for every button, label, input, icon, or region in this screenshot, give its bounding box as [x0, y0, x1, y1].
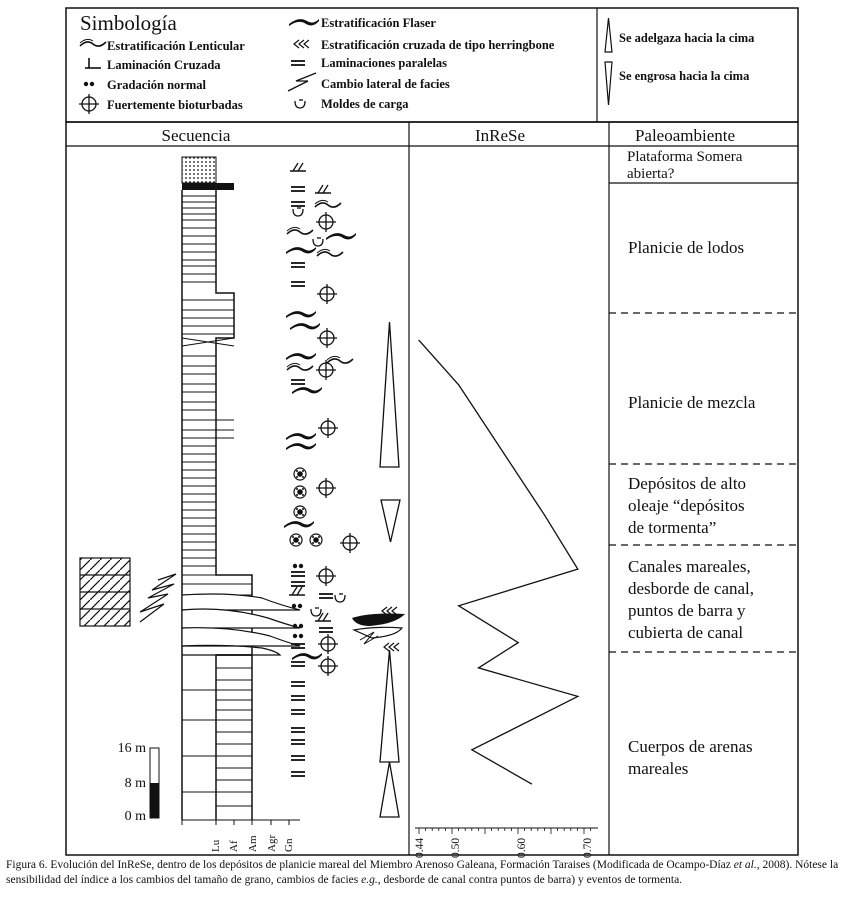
paleo-plataforma: Plataforma Somera abierta? — [627, 149, 743, 182]
flaser-symbol — [286, 311, 316, 318]
bioturbation-symbol — [318, 656, 338, 676]
lenticular-symbol — [287, 363, 313, 370]
parallel-lamination-symbol — [291, 662, 305, 666]
parallel-lamination-symbol — [291, 728, 305, 732]
ooid-symbol — [294, 506, 306, 518]
cross-lamination-symbol — [290, 163, 306, 171]
legend-label-load-cast: Moldes de carga — [321, 97, 409, 111]
thinning-up-triangle — [380, 650, 399, 762]
inrese-point — [531, 783, 532, 784]
normal-grading-symbol — [293, 634, 303, 638]
inrese-point — [577, 569, 578, 570]
flaser-symbol — [286, 247, 316, 254]
lenticular-symbol — [287, 227, 313, 234]
paleo-column — [609, 149, 798, 778]
thickening-up-triangle — [381, 500, 400, 542]
legend-title: Simbología — [80, 11, 177, 35]
inrese-point — [418, 340, 419, 341]
inrese-point — [544, 515, 545, 516]
flaser-symbol — [286, 433, 316, 440]
ooid-symbol — [310, 534, 322, 546]
parallel-lamination-symbol — [291, 572, 305, 576]
thickening-up-icon — [605, 62, 612, 105]
inrese-point — [458, 605, 459, 606]
load-cast-symbol — [293, 208, 303, 216]
parallel-lamination-symbol — [291, 756, 305, 760]
legend-label-thickening-up: Se engrosa hacia la cima — [619, 69, 750, 83]
scale-label-16: 16 m — [117, 741, 146, 756]
bed-lines — [182, 196, 252, 806]
flaser-symbol — [292, 653, 322, 660]
paleo-arenas: Cuerpos de arenas mareales — [628, 737, 753, 778]
cross-lamination-symbol — [315, 613, 331, 621]
load-cast-symbol — [335, 594, 345, 602]
dark-bed — [182, 183, 234, 190]
load-cast-symbol — [313, 238, 323, 246]
paleo-tormenta: Depósitos de alto oleaje “depósitos de tormenta” — [628, 474, 747, 537]
x-tick-label: 0.50 — [450, 837, 462, 858]
parallel-lamination-symbol — [291, 772, 305, 776]
dolomite-bed — [182, 157, 216, 183]
parallel-lamination-symbol — [319, 628, 333, 632]
inrese-point — [471, 749, 472, 750]
parallel-lamination-symbol — [291, 710, 305, 714]
parallel-lamination-symbol — [291, 696, 305, 700]
legend-label-lenticular: Estratificación Lenticular — [107, 39, 245, 53]
normal-grading-symbol — [293, 564, 303, 568]
load-cast-icon — [295, 100, 305, 108]
bioturbation-symbol — [316, 566, 336, 586]
bioturbation-symbol — [318, 418, 338, 438]
flaser-symbol — [292, 387, 322, 394]
bioturbation-symbol — [316, 478, 336, 498]
cross-lamination-symbol — [315, 185, 331, 193]
flaser-symbol — [286, 353, 316, 360]
grain-size-af: Af — [228, 840, 240, 852]
legend-label-parallel-lamination: Laminaciones paralelas — [321, 56, 448, 70]
inrese-series — [418, 340, 578, 785]
parallel-lamination-stack — [291, 682, 305, 776]
legend — [66, 8, 798, 122]
grain-size-profile — [216, 190, 252, 820]
header-secuencia: Secuencia — [161, 126, 231, 145]
inrese-point — [478, 667, 479, 668]
inrese-chart — [414, 340, 598, 858]
grain-size-lu: Lu — [210, 839, 222, 852]
x-tick-label: 0.60 — [516, 837, 528, 858]
inrese-point — [577, 696, 578, 697]
cycle-triangles — [380, 322, 400, 817]
bioturbation-symbol — [316, 212, 336, 232]
scale-label-8: 8 m — [124, 776, 146, 791]
cross-bed — [182, 338, 234, 346]
parallel-lamination-symbol — [291, 582, 305, 586]
x-tick-label: 0.70 — [582, 837, 594, 858]
header-inrese: InReSe — [474, 126, 526, 145]
legend-label-thinning-up: Se adelgaza hacia la cima — [619, 31, 755, 45]
normal-grading-symbol — [292, 604, 302, 608]
ooid-symbol — [290, 534, 302, 546]
lenticular-symbol — [315, 200, 341, 207]
cross-lamination-symbol — [289, 587, 305, 595]
parallel-lamination-symbol — [291, 282, 305, 286]
cross-lamination-icon — [85, 58, 101, 68]
bioturbation-symbol — [317, 284, 337, 304]
ooid-symbol — [294, 486, 306, 498]
parallel-lamination-symbol — [291, 187, 305, 191]
parallel-lamination-icon — [291, 61, 305, 65]
bioturbation-icon — [79, 94, 99, 114]
lenticular-symbol — [327, 356, 353, 363]
scale-bar — [118, 741, 159, 824]
parallel-lamination-symbol — [291, 263, 305, 267]
bioturbation-symbol — [316, 360, 336, 380]
parallel-lamination-symbol — [291, 682, 305, 686]
thinning-up-triangle — [380, 322, 399, 467]
grain-size-am: Am — [247, 835, 259, 852]
x-tick-label: 0.44 — [414, 837, 426, 858]
strat-column — [182, 157, 300, 820]
inrese-point — [458, 384, 459, 385]
lateral-facies-box — [80, 558, 176, 626]
grain-size-agr: Agr — [266, 834, 278, 852]
parallel-lamination-symbol — [291, 740, 305, 744]
scale-label-0: 0 m — [124, 809, 146, 824]
flaser-symbol — [326, 233, 356, 240]
parallel-lamination-symbol — [291, 202, 305, 206]
channel-structures — [352, 607, 405, 651]
lenticular-symbol — [317, 249, 343, 256]
flaser-icon — [289, 19, 319, 26]
normal-grading-icon — [84, 82, 94, 86]
minor-ticks — [419, 828, 591, 834]
flaser-symbol — [286, 443, 316, 450]
flaser-symbol — [284, 521, 314, 528]
bioturbation-symbol — [318, 634, 338, 654]
bioturbation-symbol — [340, 533, 360, 553]
herringbone-symbol — [384, 643, 399, 651]
grain-size-axis — [182, 820, 300, 852]
paleo-planicie-mezcla: Planicie de mezcla — [628, 393, 756, 412]
legend-label-bioturbation: Fuertemente bioturbadas — [107, 98, 243, 112]
thinning-up-triangle — [380, 762, 399, 817]
bioturbation-symbol — [317, 328, 337, 348]
parallel-lamination-symbol — [291, 380, 305, 384]
legend-label-herringbone: Estratificación cruzada de tipo herringbone — [321, 38, 555, 52]
legend-label-flaser: Estratificación Flaser — [321, 16, 436, 30]
grain-size-gn: Gn — [283, 838, 295, 852]
legend-label-cross-lamination: Laminación Cruzada — [107, 58, 221, 72]
ooid-symbol — [294, 468, 306, 480]
paleo-canales: Canales mareales, desborde de canal, puntos de barra y cubierta de canal — [628, 557, 755, 642]
header-paleoambiente: Paleoambiente — [634, 126, 736, 145]
legend-label-lateral-facies-change: Cambio lateral de facies — [321, 77, 450, 91]
thinning-up-icon — [605, 18, 612, 52]
paleo-planicie-lodos: Planicie de lodos — [628, 238, 745, 257]
lateral-facies-change-icon — [288, 73, 316, 91]
inrese-point — [518, 642, 519, 643]
figure-caption: Figura 6. Evolución del InReSe, dentro de los depósitos de planicie mareal del Miembro Arenoso Galeana, Formación Taraises (Modificada de Ocampo-Díaz et al., 2008). Nótese la sensibilidad del índice a los cambios del tamaño de grano, cambios de facies e.g., desborde de canal contra puntos de barra) y eventos de tormenta. — [6, 859, 839, 886]
load-cast-symbol — [311, 608, 321, 616]
lenticular-icon — [80, 39, 106, 46]
legend-label-normal-grading: Gradación normal — [107, 78, 206, 92]
herringbone-icon — [294, 40, 309, 48]
flaser-symbol — [290, 323, 320, 330]
parallel-lamination-symbol — [319, 594, 333, 598]
inrese-line — [419, 340, 578, 784]
